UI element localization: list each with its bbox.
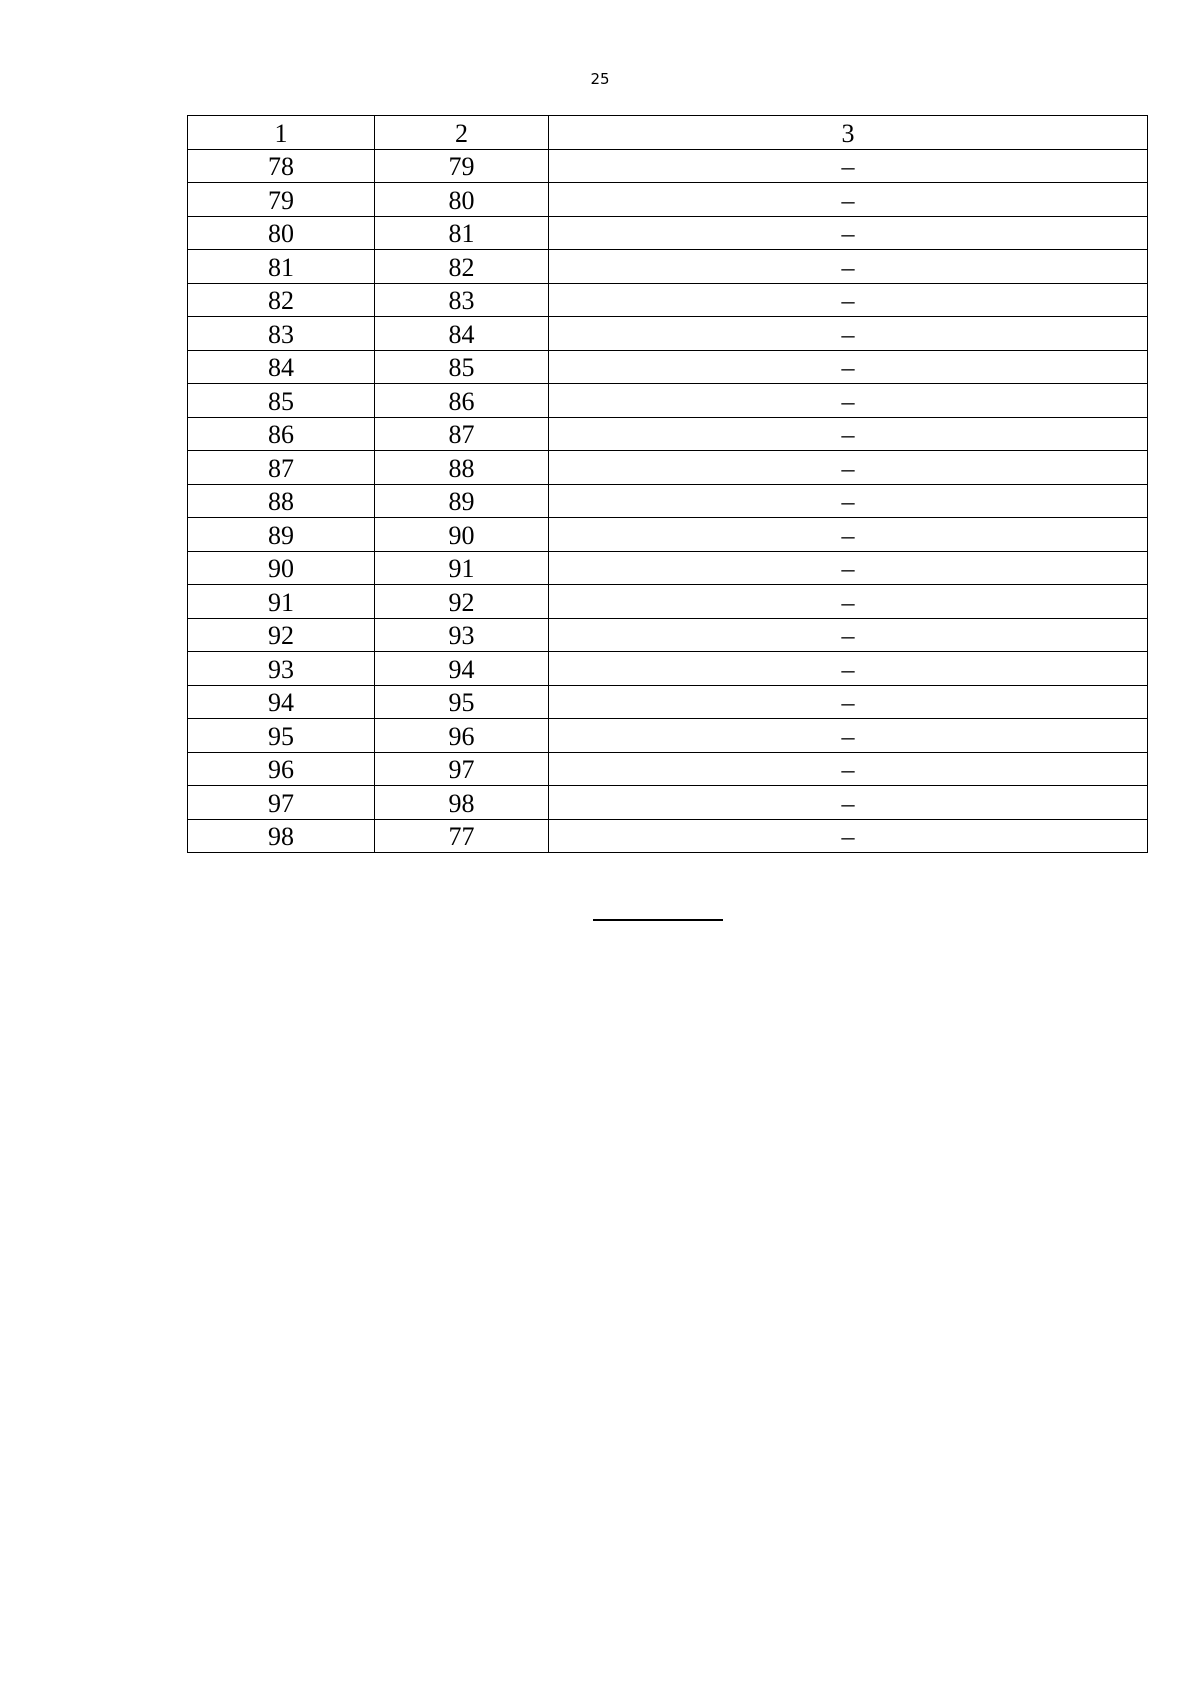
table-row (188, 618, 1148, 652)
table-cell-col-3: – (549, 350, 1148, 384)
table-row (188, 417, 1148, 451)
table-cell-col-2: 87 (375, 417, 549, 451)
table-cell-col-3: – (549, 484, 1148, 518)
table-cell-col-3: – (549, 685, 1148, 719)
table-cell-col-2: 77 (375, 819, 549, 853)
table-cell-col-3: – (549, 518, 1148, 552)
table-cell-col-1: 98 (188, 819, 375, 853)
table-cell-col-1: 92 (188, 618, 375, 652)
table-row (188, 451, 1148, 485)
table-cell-col-2: 81 (375, 216, 549, 250)
table-cell-col-3: – (549, 183, 1148, 217)
table-cell-col-3: – (549, 551, 1148, 585)
table-cell-col-1: 88 (188, 484, 375, 518)
table-row (188, 585, 1148, 619)
table-cell-col-2: 84 (375, 317, 549, 351)
table-row (188, 149, 1148, 183)
page-number: 25 (590, 70, 610, 88)
table-cell-col-1: 94 (188, 685, 375, 719)
table-cell-col-3: – (549, 618, 1148, 652)
table-cell-col-2: 91 (375, 551, 549, 585)
table-cell-col-3: – (549, 317, 1148, 351)
table-cell-col-3: – (549, 250, 1148, 284)
table-cell-col-1: 84 (188, 350, 375, 384)
table-cell-col-1: 79 (188, 183, 375, 217)
table-row (188, 719, 1148, 753)
table-cell-col-2: 82 (375, 250, 549, 284)
table-row (188, 317, 1148, 351)
table-cell-col-3: – (549, 652, 1148, 686)
table-cell-col-3: – (549, 752, 1148, 786)
column-header-3: 3 (549, 116, 1148, 150)
table-row (188, 216, 1148, 250)
table-cell-col-1: 82 (188, 283, 375, 317)
table-cell-col-2: 80 (375, 183, 549, 217)
table-cell-col-1: 85 (188, 384, 375, 418)
column-header-1: 1 (188, 116, 375, 150)
table-header-row (188, 116, 1148, 150)
table-cell-col-1: 96 (188, 752, 375, 786)
table-cell-col-2: 95 (375, 685, 549, 719)
table-cell-col-1: 81 (188, 250, 375, 284)
table-cell-col-1: 86 (188, 417, 375, 451)
table-cell-col-2: 98 (375, 786, 549, 820)
table-cell-col-2: 79 (375, 149, 549, 183)
table-cell-col-2: 93 (375, 618, 549, 652)
table-cell-col-1: 95 (188, 719, 375, 753)
table-cell-col-1: 87 (188, 451, 375, 485)
table-row (188, 652, 1148, 686)
table-cell-col-1: 78 (188, 149, 375, 183)
table-cell-col-3: – (549, 719, 1148, 753)
table-cell-col-1: 83 (188, 317, 375, 351)
table-row (188, 819, 1148, 853)
table-row (188, 384, 1148, 418)
table-row (188, 551, 1148, 585)
table-cell-col-3: – (549, 384, 1148, 418)
table-cell-col-2: 90 (375, 518, 549, 552)
table-cell-col-1: 89 (188, 518, 375, 552)
table-cell-col-1: 93 (188, 652, 375, 686)
table-cell-col-3: – (549, 585, 1148, 619)
table-row (188, 752, 1148, 786)
table-cell-col-2: 88 (375, 451, 549, 485)
table-row (188, 786, 1148, 820)
table-cell-col-1: 91 (188, 585, 375, 619)
table-cell-col-3: – (549, 283, 1148, 317)
table-row (188, 350, 1148, 384)
table-cell-col-3: – (549, 417, 1148, 451)
table-cell-col-1: 80 (188, 216, 375, 250)
data-table (187, 115, 1148, 853)
table-row (188, 518, 1148, 552)
end-of-document-rule (593, 919, 723, 921)
table-row (188, 283, 1148, 317)
table-cell-col-2: 89 (375, 484, 549, 518)
table-cell-col-3: – (549, 786, 1148, 820)
table-cell-col-1: 97 (188, 786, 375, 820)
table-row (188, 250, 1148, 284)
table-cell-col-2: 94 (375, 652, 549, 686)
table-cell-col-3: – (549, 216, 1148, 250)
table-cell-col-2: 97 (375, 752, 549, 786)
table-cell-col-3: – (549, 451, 1148, 485)
column-header-2: 2 (375, 116, 549, 150)
table-row (188, 685, 1148, 719)
table-cell-col-3: – (549, 149, 1148, 183)
table-cell-col-1: 90 (188, 551, 375, 585)
table-cell-col-2: 83 (375, 283, 549, 317)
table-body (188, 149, 1148, 853)
table-cell-col-2: 92 (375, 585, 549, 619)
table-cell-col-2: 96 (375, 719, 549, 753)
table-row (188, 484, 1148, 518)
table-cell-col-2: 85 (375, 350, 549, 384)
table-row (188, 183, 1148, 217)
table-cell-col-2: 86 (375, 384, 549, 418)
table-cell-col-3: – (549, 819, 1148, 853)
